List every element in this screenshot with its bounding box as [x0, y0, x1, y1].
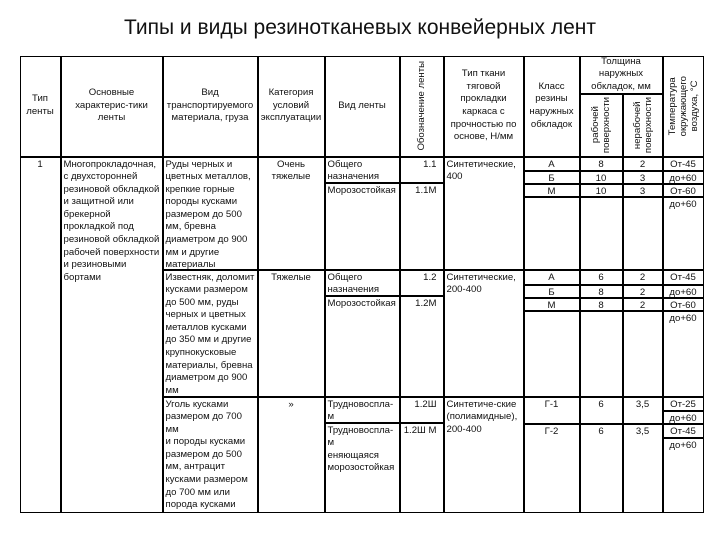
working-thickness-cell: 8	[580, 298, 623, 311]
rubber-class-cell: Б	[524, 285, 580, 298]
body-type: 1	[20, 157, 61, 513]
nonworking-thickness-cell: 2	[623, 270, 663, 285]
working-thickness-cell: 6	[580, 397, 623, 424]
temperature-cell: От-60	[663, 184, 704, 197]
nonworking-thickness-cell: 3,5	[623, 424, 663, 513]
belt-kind-cell: Трудновоспла-м еняющаяся морозостойкая	[325, 423, 400, 513]
header-working-label: рабочей поверхности	[590, 96, 612, 154]
nonworking-thickness-cell: 2	[623, 157, 663, 171]
designation-cell: 1.2Ш	[400, 397, 444, 423]
header-designation	[400, 56, 444, 157]
nonworking-thickness-cell	[623, 311, 663, 397]
header-characteristics: Основные характерис-тики ленты	[61, 56, 163, 157]
nonworking-thickness-cell: 3,5	[623, 397, 663, 424]
belt-kind-cell: Трудновоспла-м	[325, 397, 400, 423]
working-thickness-cell	[580, 197, 623, 270]
belt-kind-cell: Общего назначения	[325, 157, 400, 183]
temperature-cell: до+60	[663, 438, 704, 513]
working-thickness-cell: 6	[580, 270, 623, 285]
designation-cell: 1.1М	[400, 183, 444, 270]
belt-kind-cell: Морозостойкая	[325, 183, 400, 270]
designation-cell: 1.2М	[400, 296, 444, 397]
nonworking-thickness-cell: 3	[623, 184, 663, 197]
header-category: Категория условий эксплуатации	[258, 56, 325, 157]
fabric-cell: Синтетические, 400	[444, 157, 524, 270]
header-working	[580, 94, 623, 157]
header-material: Вид транспортируемого материала, груза	[163, 56, 258, 157]
working-thickness-cell	[580, 311, 623, 397]
rubber-class-cell	[524, 197, 580, 270]
header-nonworking-label: нерабочей поверхности	[631, 96, 654, 154]
header-fabric: Тип ткани тяговой прокладки каркаса с прочностью по основе, Н/мм	[444, 56, 524, 157]
header-temperature	[663, 56, 704, 157]
nonworking-thickness-cell: 2	[623, 285, 663, 298]
designation-cell: 1.2	[400, 270, 444, 296]
working-thickness-cell: 10	[580, 171, 623, 184]
category-cell: Очень тяжелые	[258, 157, 325, 270]
material-cell: Известняк, доломит кусками размером до 500 мм, руды черных и цветных металлов кусками до 350 мм и другие крупнокусковые материалы, бревна диаметром до 900 мм	[163, 270, 258, 397]
belt-kind-cell: Морозостойкая	[325, 296, 400, 397]
nonworking-thickness-cell: 2	[623, 298, 663, 311]
fabric-cell: Синтетиче-ские (полиамидные), 200-400	[444, 397, 524, 513]
material-cell: Руды черных и цветных металлов, крепкие горные породы кусками размером до 500 мм, бревна диаметром до 900 мм и другие материалы	[163, 157, 258, 270]
temperature-cell: От-60	[663, 298, 704, 311]
header-rubber-class: Класс резины наружных обкладок	[524, 56, 580, 157]
temperature-cell: до+60	[663, 285, 704, 298]
header-belt-kind: Вид ленты	[325, 56, 400, 157]
rubber-class-cell: М	[524, 298, 580, 311]
temperature-cell: до+60	[663, 197, 704, 270]
nonworking-thickness-cell	[623, 197, 663, 270]
rubber-class-cell: Г-1	[524, 397, 580, 424]
body-characteristics: Многопрокладочная, с двухсторонней резиновой обкладкой и защитной или брекерной прокладкой под резиновой обкладкой рабочей поверхности и резиновыми бортами	[61, 157, 163, 513]
rubber-class-cell: А	[524, 157, 580, 171]
header-temperature-label: Температура окружающего воздуха, °С	[666, 75, 700, 137]
temperature-cell: до+60	[663, 411, 704, 424]
rubber-class-cell: А	[524, 270, 580, 285]
working-thickness-cell: 8	[580, 157, 623, 171]
rubber-class-cell: М	[524, 184, 580, 197]
header-thickness: Толщина наружных обкладок, мм	[580, 56, 663, 94]
header-type: Тип ленты	[20, 56, 61, 157]
category-cell: »	[258, 397, 325, 513]
working-thickness-cell: 10	[580, 184, 623, 197]
belt-kind-cell: Общего назначения	[325, 270, 400, 296]
rubber-class-cell: Г-2	[524, 424, 580, 513]
temperature-cell: до+60	[663, 171, 704, 184]
temperature-cell: От-25	[663, 397, 704, 411]
fabric-cell: Синтетические, 200-400	[444, 270, 524, 397]
nonworking-thickness-cell: 3	[623, 171, 663, 184]
header-nonworking	[623, 94, 663, 157]
temperature-cell: От-45	[663, 270, 704, 285]
material-cell: Уголь кусками размером до 700 мм и породы кусками размером до 500 мм, антрацит кусками размером до 700 мм или порода кусками	[163, 397, 258, 513]
temperature-cell: От-45	[663, 157, 704, 171]
designation-cell: 1.2Ш М	[400, 423, 444, 513]
category-cell: Тяжелые	[258, 270, 325, 397]
header-designation-label: Обозначение ленты	[416, 61, 427, 151]
rubber-class-cell	[524, 311, 580, 397]
page-title: Типы и виды резинотканевых конвейерных лент	[123, 16, 596, 39]
temperature-cell: до+60	[663, 311, 704, 397]
designation-cell: 1.1	[400, 157, 444, 183]
working-thickness-cell: 8	[580, 285, 623, 298]
working-thickness-cell: 6	[580, 424, 623, 513]
rubber-class-cell: Б	[524, 171, 580, 184]
temperature-cell: От-45	[663, 424, 704, 438]
